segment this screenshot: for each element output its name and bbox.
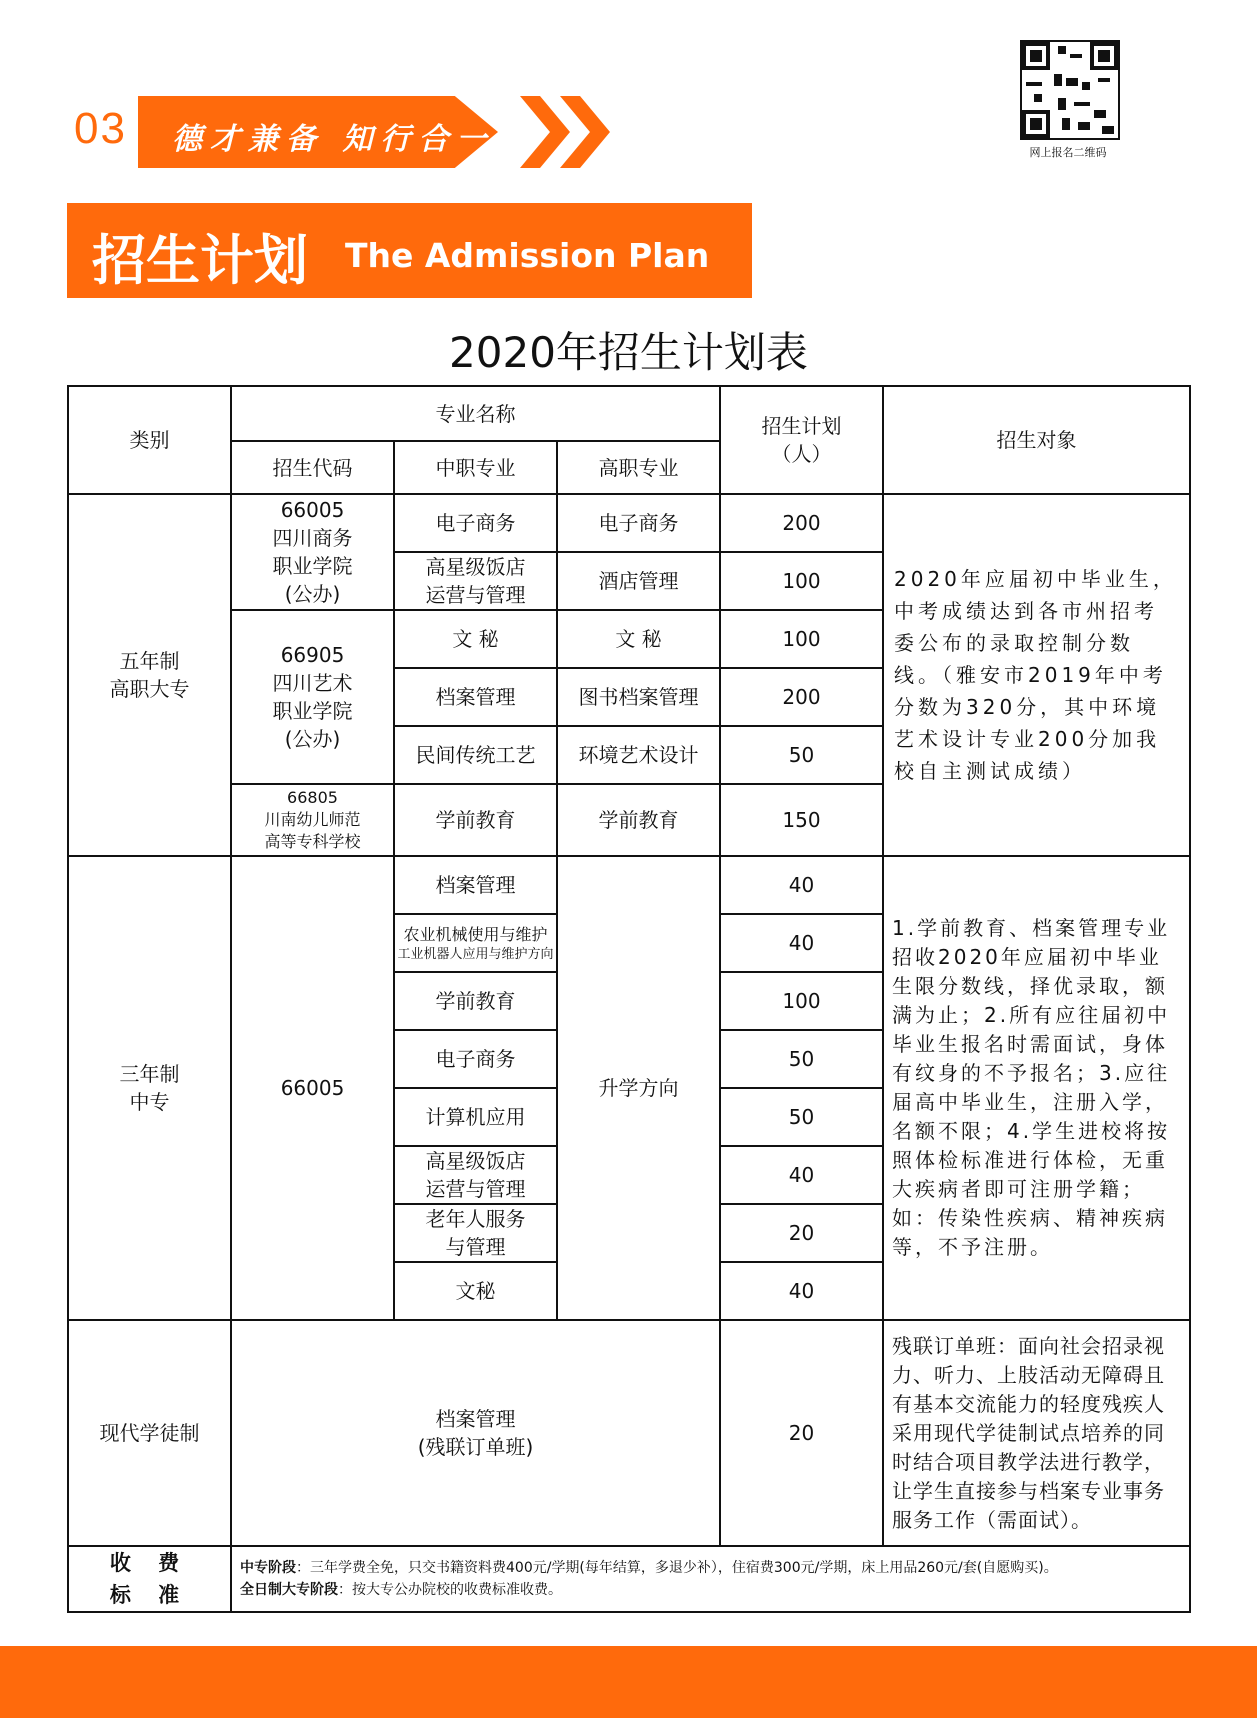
footer-bar — [0, 1646, 1257, 1718]
secondary-major-line: 与管理 — [445, 1235, 506, 1259]
fee-label: 全日制大专阶段 — [240, 1582, 338, 1598]
plan-count: 20 — [720, 1320, 883, 1546]
plan-count: 100 — [720, 552, 883, 610]
plan-count: 50 — [720, 1088, 883, 1146]
secondary-major: 档案管理 — [394, 668, 557, 726]
secondary-major: 学前教育 — [394, 972, 557, 1030]
higher-major: 电子商务 — [557, 494, 720, 552]
admission-plan-table — [67, 385, 1191, 1613]
school-code: 66005 — [280, 498, 345, 522]
plan-count: 200 — [720, 494, 883, 552]
chevron-icon — [520, 96, 570, 168]
secondary-major-line: 高星级饭店 — [425, 1149, 526, 1173]
plan-count: 50 — [720, 726, 883, 784]
school-code-cell — [231, 494, 394, 610]
fee-description — [231, 1546, 1190, 1612]
secondary-major — [394, 914, 557, 972]
school-type: (公办) — [284, 582, 341, 606]
secondary-major: 学前教育 — [394, 784, 557, 856]
secondary-major: 计算机应用 — [394, 1088, 557, 1146]
secondary-major — [394, 552, 557, 610]
plan-count: 200 — [720, 668, 883, 726]
higher-major: 图书档案管理 — [557, 668, 720, 726]
apprentice-major-line: (残联订单班) — [417, 1435, 534, 1459]
header-plan-label: 招生计划 — [761, 414, 842, 438]
secondary-major — [394, 1146, 557, 1204]
header-code: 招生代码 — [231, 441, 394, 494]
header-target: 招生对象 — [883, 386, 1190, 494]
secondary-major-line: 工业机器人应用与维护方向 — [397, 946, 554, 962]
higher-major: 升学方向 — [557, 856, 720, 1320]
school-name: 川南幼儿师范 — [264, 810, 361, 829]
page-number: 03 — [74, 104, 127, 153]
higher-major: 文 秘 — [557, 610, 720, 668]
header-higher-major: 高职专业 — [557, 441, 720, 494]
higher-major: 酒店管理 — [557, 552, 720, 610]
fee-header-line: 标 准 — [109, 1583, 190, 1607]
secondary-major: 民间传统工艺 — [394, 726, 557, 784]
secondary-major: 文秘 — [394, 1262, 557, 1320]
fee-label: 中专阶段 — [240, 1560, 296, 1576]
school-name: 高等专科学校 — [264, 832, 361, 851]
five-year-target: 2020年应届初中毕业生，中考成绩达到各市州招考委公布的录取控制分数线。（雅安市2019年中考分数为320分，其中环境艺术设计专业200分加我校自主测试成绩） — [883, 494, 1190, 856]
fee-header — [68, 1546, 231, 1612]
category-apprentice: 现代学徒制 — [68, 1320, 231, 1546]
plan-count: 100 — [720, 972, 883, 1030]
higher-major: 环境艺术设计 — [557, 726, 720, 784]
plan-count: 40 — [720, 1146, 883, 1204]
section-title-en: The Admission Plan — [345, 236, 710, 275]
header-secondary-major: 中职专业 — [394, 441, 557, 494]
secondary-major-line: 高星级饭店 — [425, 555, 526, 579]
header-category: 类别 — [68, 386, 231, 494]
table-title: 2020年招生计划表 — [449, 328, 808, 377]
plan-count: 150 — [720, 784, 883, 856]
school-code: 66005 — [231, 856, 394, 1320]
secondary-major-line: 老年人服务 — [425, 1207, 526, 1231]
secondary-major-line: 运营与管理 — [425, 1177, 526, 1201]
apprentice-target: 残联订单班：面向社会招录视力、听力、上肢活动无障碍且有基本交流能力的轻度残疾人采用现代学徒制试点培养的同时结合项目教学法进行教学，让学生直接参与档案专业事务服务工作（需面试）。 — [883, 1320, 1190, 1546]
plan-count: 100 — [720, 610, 883, 668]
header-plan-unit: （人） — [771, 442, 832, 466]
qr-code-label: 网上报名二维码 — [1029, 146, 1107, 159]
secondary-major-line: 运营与管理 — [425, 583, 526, 607]
plan-count: 50 — [720, 1030, 883, 1088]
category-line: 中专 — [129, 1090, 170, 1114]
secondary-major: 电子商务 — [394, 494, 557, 552]
category-line: 三年制 — [119, 1062, 180, 1086]
higher-major: 学前教育 — [557, 784, 720, 856]
qr-code-icon — [1020, 40, 1120, 140]
school-code-cell — [231, 610, 394, 784]
fee-header-line: 收 费 — [109, 1551, 190, 1575]
plan-count: 40 — [720, 1262, 883, 1320]
slogan-text: 德才兼备 知行合一 — [172, 122, 495, 157]
school-code: 66805 — [287, 788, 338, 807]
apprentice-major-line: 档案管理 — [435, 1407, 516, 1431]
fee-text: ：按大专公办院校的收费标准收费。 — [338, 1582, 562, 1598]
school-code: 66905 — [280, 643, 345, 667]
section-title: 招生计划 — [92, 229, 308, 292]
header-plan — [720, 386, 883, 494]
secondary-major — [394, 1204, 557, 1262]
school-name: 职业学院 — [272, 554, 353, 578]
secondary-major: 电子商务 — [394, 1030, 557, 1088]
school-code-cell — [231, 784, 394, 856]
category-five-year — [68, 494, 231, 856]
school-name: 职业学院 — [272, 699, 353, 723]
category-line: 高职大专 — [109, 677, 190, 701]
plan-count: 40 — [720, 856, 883, 914]
three-year-target: 1.学前教育、档案管理专业招收2020年应届初中毕业生限分数线，择优录取，额满为止；2.所有应往届初中毕业生报名时需面试，身体有纹身的不予报名；3.应往届高中毕业生，注册入学，名额不限；4.学生进校将按照体检标准进行体检，无重大疾病者即可注册学籍；如：传染性疾病、精神疾病等，不予注册。 — [883, 856, 1190, 1320]
secondary-major: 档案管理 — [394, 856, 557, 914]
secondary-major: 文 秘 — [394, 610, 557, 668]
school-name: 四川商务 — [272, 526, 353, 550]
school-name: 四川艺术 — [272, 671, 353, 695]
school-type: (公办) — [284, 727, 341, 751]
category-three-year — [68, 856, 231, 1320]
category-line: 五年制 — [119, 649, 180, 673]
header-major-name: 专业名称 — [231, 386, 720, 441]
fee-text: ：三年学费全免，只交书籍资料费400元/学期(每年结算，多退少补），住宿费300元/学期，床上用品260元/套(自愿购买)。 — [296, 1560, 1058, 1576]
plan-count: 20 — [720, 1204, 883, 1262]
secondary-major-line: 农业机械使用与维护 — [403, 924, 548, 944]
plan-count: 40 — [720, 914, 883, 972]
apprentice-major — [231, 1320, 720, 1546]
